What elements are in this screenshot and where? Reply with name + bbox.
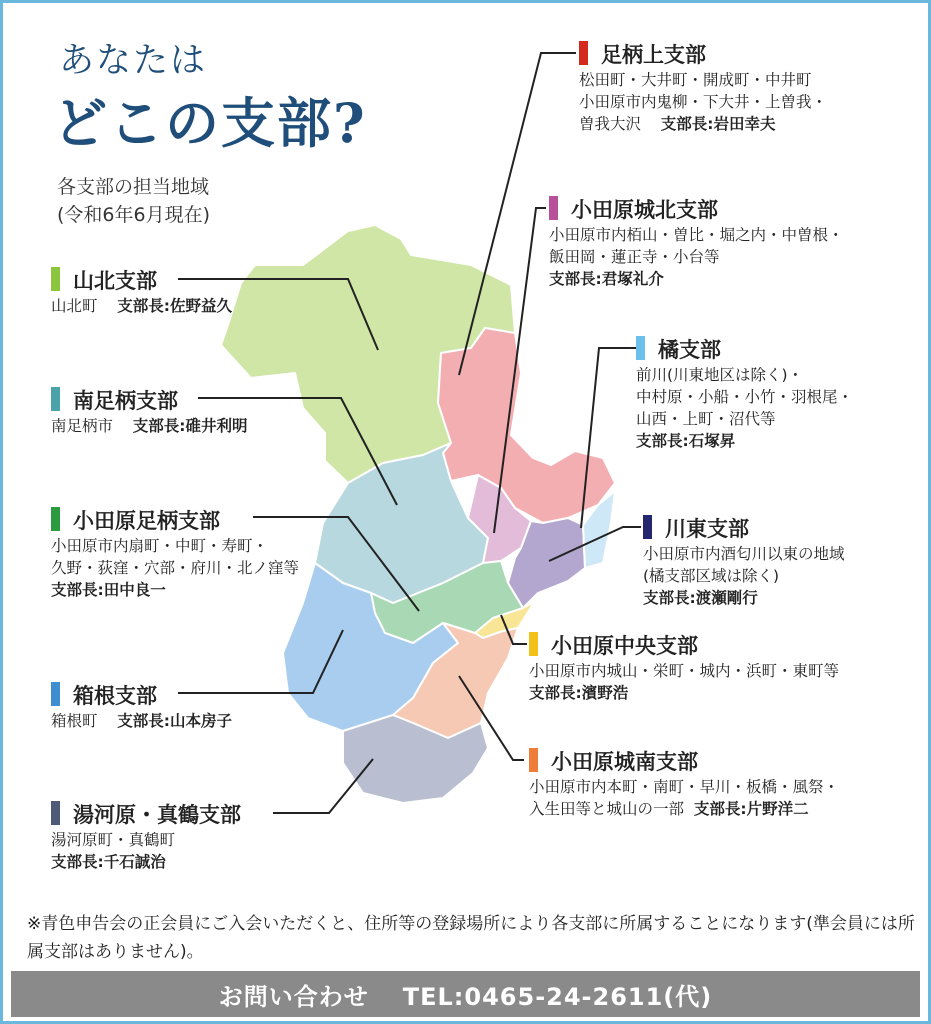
branch-name: 山北支部 [73,269,157,293]
headline-small: あなたは [59,41,208,81]
branch-hakone [51,680,232,732]
branch-yamakita [51,265,232,317]
branch-name: 小田原城北支部 [571,198,718,222]
branch-area: 久野・荻窪・穴部・府川・北ノ窪等 [51,559,300,577]
marker [549,196,558,220]
branch-area: 曽我大沢 [579,115,642,133]
branch-area: 小田原市内扇町・中町・寿町・ [51,537,269,555]
branch-name: 小田原中央支部 [551,634,698,658]
marker [51,682,60,706]
branch-area: 小田原市内鬼柳・下大井・上曽我・ [579,93,828,111]
branch-name: 足柄上支部 [601,43,706,67]
branch-minamiashigara [51,385,247,437]
chief-label: 支部長: [132,417,186,435]
subtitle [57,173,210,229]
chief-name: 渡瀬剛行 [695,589,758,607]
branch-odawarajonan [529,746,839,820]
subtitle-line2: (令和6年6月現在) [57,204,211,226]
branch-kawahigashi [643,513,845,609]
branch-tachibana [636,334,853,452]
branch-name: 南足柄支部 [73,389,178,413]
branch-area: (橘支部区域は除く) [643,567,780,585]
branch-name: 小田原城南支部 [551,750,698,774]
marker [579,41,588,65]
branch-area: 小田原市内城山・栄町・城内・浜町・東町等 [529,662,840,680]
branch-yugawara-manazuru [51,799,241,873]
marker [636,336,645,360]
branch-area: 南足柄市 [51,417,114,435]
branch-name: 湯河原・真鶴支部 [73,803,241,827]
branch-area: 湯河原町・真鶴町 [51,831,176,849]
branch-area: 箱根町 [51,712,98,730]
branch-area: 山北町 [51,297,98,315]
marker [51,267,60,291]
marker [51,801,60,825]
branch-name: 箱根支部 [73,684,157,708]
marker [529,632,538,656]
chief-label: 支部長: [660,115,714,133]
chief-label: 支部長: [117,297,170,315]
branch-odawaraashigara [51,505,299,601]
chief-name: 千石誠治 [103,853,166,871]
branch-area: 飯田岡・蓮正寺・小台等 [549,248,720,266]
chief-name: 濱野浩 [581,684,629,702]
chief-label: 支部長: [549,270,602,288]
marker [643,515,652,539]
chief-name: 佐野益久 [169,297,232,315]
branch-area: 小田原市内本町・南町・早川・板橋・風祭・ [529,778,840,796]
contact-label: お問い合わせ [218,982,369,1011]
marker [51,387,60,411]
branch-area: 山西・上町・沼代等 [636,410,776,428]
marker [529,748,538,772]
branch-odawarachuo [529,630,839,704]
branch-name: 小田原足柄支部 [73,509,220,533]
chief-name: 君塚礼介 [601,270,664,288]
chief-name: 岩田幸夫 [713,115,776,133]
chief-name: 石塚昇 [688,432,736,450]
branch-area: 中村原・小船・小竹・羽根尾・ [636,388,854,406]
chief-name: 片野洋二 [746,800,809,818]
branch-name: 橘支部 [658,338,721,362]
contact-footer [11,971,920,1017]
branch-name: 川東支部 [665,517,749,541]
branch-area: 小田原市内栢山・曽比・堀之内・中曽根・ [549,226,844,244]
branch-area: 小田原市内酒匂川以東の地域 [643,545,845,563]
branch-ashigarakami [579,39,827,135]
chief-name: 碓井利明 [185,417,248,435]
subtitle-line1: 各支部の担当地域 [57,176,210,198]
membership-note: ※青色申告会の正会員にご入会いただくと、住所等の登録場所により各支部に所属することになります(準会員には所属支部はありません)。 [27,914,915,962]
chief-label: 支部長: [117,712,170,730]
contact-tel: TEL:0465-24-2611(代) [402,982,713,1011]
chief-label: 支部長: [693,800,747,818]
chief-label: 支部長: [51,581,104,599]
headline-large: どこの支部? [53,91,367,155]
chief-label: 支部長: [643,589,696,607]
chief-name: 田中良一 [103,581,166,599]
chief-label: 支部長: [529,684,582,702]
branch-area: 前川(川東地区は除く)・ [636,366,804,384]
branch-area: 入生田等と城山の一部 [529,800,685,818]
branch-area: 松田町・大井町・開成町・中井町 [579,71,812,89]
chief-name: 山本房子 [169,712,232,730]
chief-label: 支部長: [636,432,689,450]
branch-odawarajohoku [549,194,844,290]
chief-label: 支部長: [51,853,104,871]
marker [51,507,60,531]
